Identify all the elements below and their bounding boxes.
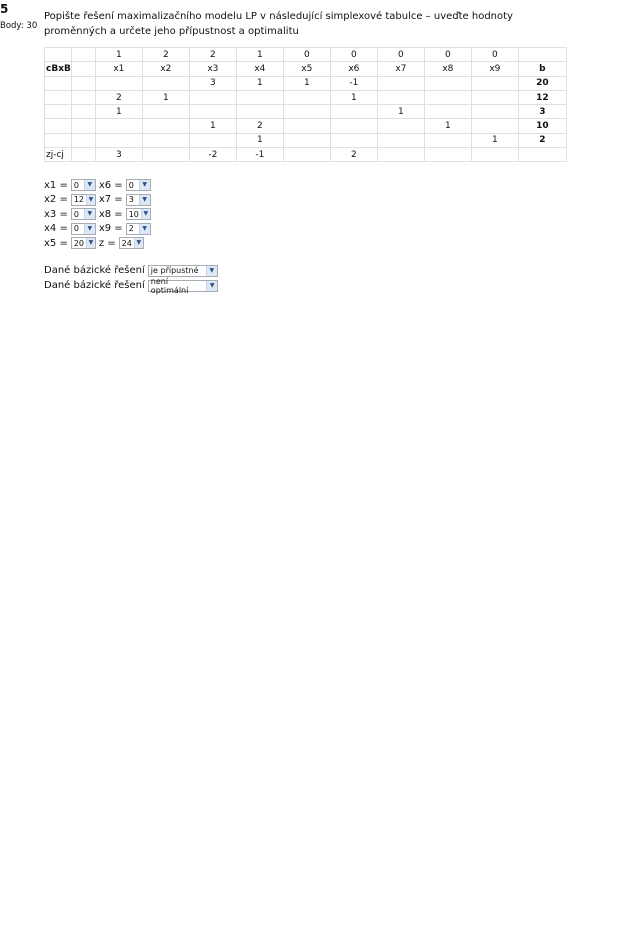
table-cell [236, 90, 283, 104]
chevron-down-icon: ▼ [84, 224, 95, 234]
table-cell [377, 76, 424, 90]
var-label: x6 = [98, 179, 123, 191]
table-cell [142, 105, 189, 119]
table-cell [424, 76, 471, 90]
table-row [45, 105, 567, 119]
table-cell [45, 133, 72, 147]
question-prompt: Popište řešení maximalizačního modelu LP v následující simplexové tabulce – uveďte hodnoty proměnných a určete jeho přípustnost a optimalitu [44, 11, 513, 37]
simplex-table [44, 47, 567, 162]
var-label: x7 = [98, 194, 123, 206]
table-cell: x6 [330, 62, 377, 76]
table-cell [471, 119, 518, 133]
table-cell: 2 [330, 148, 377, 162]
table-cell [283, 105, 330, 119]
feasibility-select[interactable]: je přípustné ▼ [148, 265, 218, 277]
var-label: x9 = [98, 223, 123, 235]
header-row [45, 62, 567, 76]
table-cell: 12 [518, 90, 566, 104]
table-cell: b [518, 62, 566, 76]
solution-evaluation [44, 263, 221, 293]
table-cell: 1 [95, 105, 142, 119]
table-cell [142, 148, 189, 162]
table-cell: 2 [189, 48, 236, 62]
x9-select[interactable]: 2 ▼ [126, 223, 151, 235]
table-cell: 1 [142, 90, 189, 104]
table-cell: 1 [330, 90, 377, 104]
table-cell: 1 [236, 48, 283, 62]
table-cell: 10 [518, 119, 566, 133]
table-cell [283, 119, 330, 133]
table-cell [45, 90, 72, 104]
table-cell [377, 148, 424, 162]
var-label: x5 = [44, 237, 68, 249]
table-cell [71, 148, 95, 162]
table-cell: x9 [471, 62, 518, 76]
table-cell [518, 48, 566, 62]
var-label: x8 = [98, 208, 123, 220]
table-cell [71, 133, 95, 147]
table-cell [377, 90, 424, 104]
chevron-down-icon: ▼ [139, 180, 150, 190]
table-cell [330, 119, 377, 133]
table-cell [283, 90, 330, 104]
table-cell: cBxB [45, 62, 72, 76]
chevron-down-icon: ▼ [84, 180, 95, 190]
x3-select[interactable]: 0 ▼ [71, 208, 96, 220]
table-cell [71, 90, 95, 104]
table-row [45, 76, 567, 90]
table-row [45, 90, 567, 104]
x6-select[interactable]: 0 ▼ [126, 179, 151, 191]
table-cell: 1 [424, 119, 471, 133]
table-cell [283, 133, 330, 147]
chevron-down-icon: ▼ [139, 195, 150, 205]
var-label: x1 = [44, 179, 68, 191]
table-cell [189, 133, 236, 147]
table-cell: 1 [189, 119, 236, 133]
table-cell: 2 [142, 48, 189, 62]
z-select[interactable]: 24 ▼ [119, 237, 144, 249]
table-cell: 3 [95, 148, 142, 162]
table-cell [518, 148, 566, 162]
question-points: Body: 30 [0, 21, 38, 31]
table-cell: 3 [518, 105, 566, 119]
x2-select[interactable]: 12 ▼ [71, 194, 96, 206]
chevron-down-icon: ▼ [134, 238, 143, 248]
table-row [45, 119, 567, 133]
table-cell [330, 133, 377, 147]
table-cell [71, 62, 95, 76]
feasibility-label: Dané bázické řešení [44, 265, 145, 276]
table-cell [142, 76, 189, 90]
table-cell: 0 [424, 48, 471, 62]
table-cell: x4 [236, 62, 283, 76]
table-row [45, 133, 567, 147]
table-cell: 0 [471, 48, 518, 62]
table-cell [189, 105, 236, 119]
table-cell [189, 90, 236, 104]
x1-select[interactable]: 0 ▼ [71, 179, 96, 191]
table-cell [471, 105, 518, 119]
table-cell [471, 148, 518, 162]
table-cell [330, 105, 377, 119]
table-cell: 1 [95, 48, 142, 62]
table-cell: 1 [283, 76, 330, 90]
zj-cj-row [45, 148, 567, 162]
table-cell [45, 76, 72, 90]
table-cell: 2 [95, 90, 142, 104]
table-cell [71, 105, 95, 119]
table-cell [45, 119, 72, 133]
table-cell [142, 119, 189, 133]
table-cell: 1 [377, 105, 424, 119]
table-cell: 0 [283, 48, 330, 62]
table-cell [424, 90, 471, 104]
table-cell: -1 [330, 76, 377, 90]
table-cell: 2 [518, 133, 566, 147]
table-cell [283, 148, 330, 162]
table-cell: x2 [142, 62, 189, 76]
chevron-down-icon: ▼ [86, 238, 95, 248]
table-cell: x5 [283, 62, 330, 76]
table-cell [71, 119, 95, 133]
chevron-down-icon: ▼ [84, 209, 95, 219]
table-cell [471, 76, 518, 90]
table-cell: 1 [236, 76, 283, 90]
table-cell [142, 133, 189, 147]
var-label: x3 = [44, 208, 68, 220]
table-cell [424, 148, 471, 162]
table-cell [471, 90, 518, 104]
table-cell: 20 [518, 76, 566, 90]
chevron-down-icon: ▼ [86, 195, 95, 205]
table-cell: 0 [330, 48, 377, 62]
table-cell [71, 76, 95, 90]
table-cell: 1 [471, 133, 518, 147]
table-cell [377, 133, 424, 147]
table-cell [71, 48, 95, 62]
variable-values [44, 178, 154, 251]
table-cell: 3 [189, 76, 236, 90]
var-label: x2 = [44, 194, 68, 206]
x5-select[interactable]: 20 ▼ [71, 237, 96, 249]
table-cell [377, 119, 424, 133]
chevron-down-icon: ▼ [206, 266, 217, 276]
table-cell [45, 48, 72, 62]
var-label: z = [98, 237, 116, 249]
chevron-down-icon: ▼ [141, 209, 150, 219]
chevron-down-icon: ▼ [139, 224, 150, 234]
table-cell: x8 [424, 62, 471, 76]
table-cell: x7 [377, 62, 424, 76]
table-cell: x1 [95, 62, 142, 76]
table-cell [45, 105, 72, 119]
optimality-label: Dané bázické řešení [44, 280, 145, 291]
table-cell: 0 [377, 48, 424, 62]
var-label: x4 = [44, 223, 68, 235]
chevron-down-icon: ▼ [206, 281, 216, 291]
table-cell [95, 133, 142, 147]
table-cell: zj-cj [45, 148, 72, 162]
x7-select[interactable]: 3 ▼ [126, 194, 151, 206]
table-cell [95, 119, 142, 133]
optimality-select[interactable]: není optimální ▼ [148, 280, 218, 292]
table-cell: 1 [236, 133, 283, 147]
cost-row [45, 48, 567, 62]
table-cell [424, 133, 471, 147]
table-cell [236, 105, 283, 119]
table-cell [95, 76, 142, 90]
x8-select[interactable]: 10 ▼ [126, 208, 151, 220]
table-cell: -1 [236, 148, 283, 162]
table-cell: -2 [189, 148, 236, 162]
x4-select[interactable]: 0 ▼ [71, 223, 96, 235]
table-cell [424, 105, 471, 119]
question-number: 5 [0, 2, 9, 16]
table-cell: x3 [189, 62, 236, 76]
table-cell: 2 [236, 119, 283, 133]
